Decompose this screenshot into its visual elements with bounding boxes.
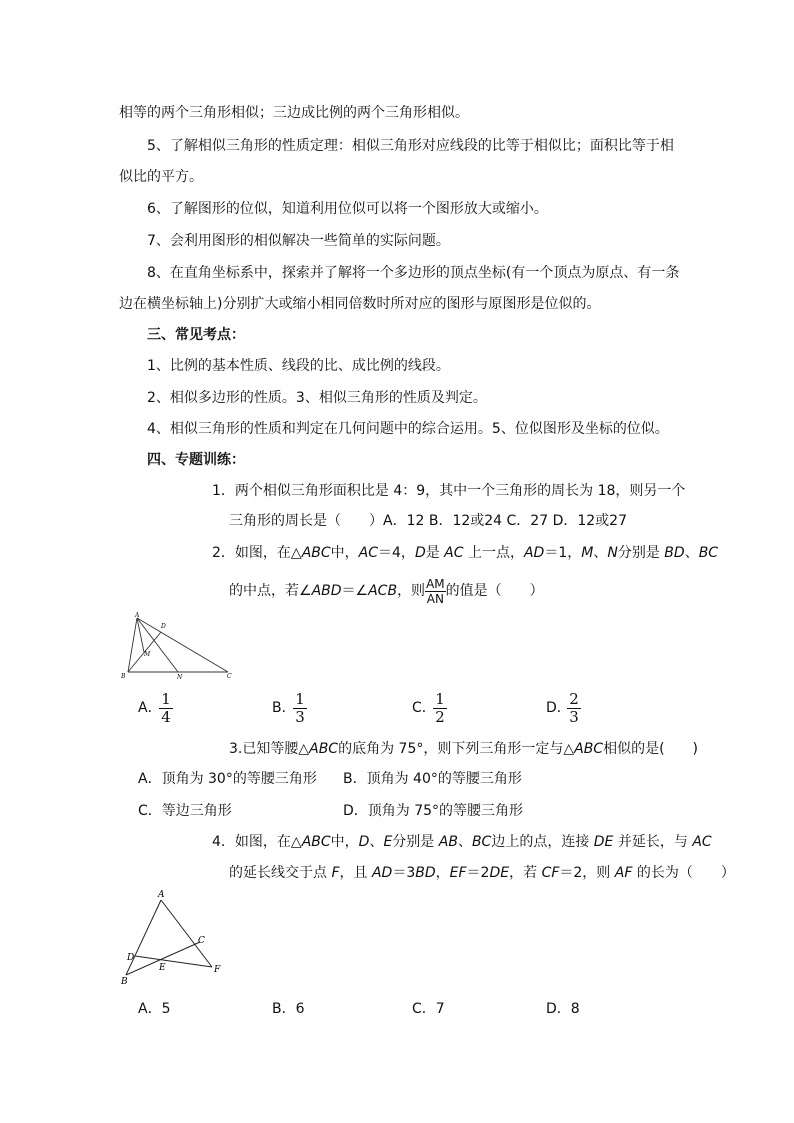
option-d: D．顶角为 75°的等腰三角形 [343,803,524,819]
question-4-line: 的延长线交于点 F，且 AD＝3BD，EF＝2DE，若 CF＝2，则 AF 的长为（ ） [229,865,735,881]
text-line: 1、比例的基本性质、线段的比、成比例的线段。 [147,358,450,374]
option-c: C．等边三角形 [138,803,232,819]
option-a: A． [138,700,162,716]
option-c: C． [412,700,436,716]
label-a: A [135,612,140,619]
label-b: B [121,977,128,987]
text-line: 4、相似三角形的性质和判定在几何问题中的综合运用。5、位似图形及坐标的位似。 [147,421,669,437]
question-1-line: 三角形的周长是（ ）A．12 B．12或24 C．27 D．12或27 [229,513,627,529]
label-a: A [158,890,165,900]
question-1-line: 1．两个相似三角形面积比是 4：9，其中一个三角形的周长为 18，则另一个 [212,483,686,499]
question-2-line: 的中点，若∠ABD＝∠ACB，则 $\frac{AM}{AN}$ 的值是（ ） [229,576,544,606]
option-d: D．8 [546,1001,580,1017]
option-b: B．顶角为 40°的等腰三角形 [343,771,522,787]
question-2-line: 2．如图，在△ABC中，AC＝4，D是 AC 上一点，AD＝1，M、N分别是 BD、BC [212,545,719,561]
label-e: E [159,963,166,973]
option-c: C．7 [412,1001,445,1017]
text-line: 似比的平方。 [119,169,203,185]
text-line: 2、相似多边形的性质。3、相似三角形的性质及判定。 [147,390,487,406]
triangle-figure-q4 [114,886,226,988]
label-n: N [177,674,183,681]
option-a: A．顶角为 30°的等腰三角形 [138,771,317,787]
option-c-fraction: $\frac{1}{2}$ [433,691,447,726]
option-a: A．5 [138,1001,171,1017]
triangle-figure-q2 [116,612,242,682]
label-d: D [161,623,166,630]
text-line: 相等的两个三角形相似；三边成比例的两个三角形相似。 [119,105,469,121]
option-b: B．6 [272,1001,305,1017]
text-line: 边在横坐标轴上)分别扩大或缩小相同倍数时所对应的图形与原图形是位似的。 [119,296,601,312]
question-4-line: 4．如图，在△ABC中，D、E分别是 AB、BC边上的点，连接 DE 并延长，与 AC [212,834,712,850]
label-b: B [121,673,126,680]
option-b-fraction: $\frac{1}{3}$ [293,691,307,726]
label-m: M [144,651,151,658]
label-d: D [127,953,135,963]
option-b: B． [272,700,296,716]
text-line: 7、会利用图形的相似解决一些简单的实际问题。 [147,233,450,249]
text-line: 8、在直角坐标系中，探索并了解将一个多边形的顶点坐标(有一个顶点为原点、有一条 [147,265,680,281]
text-line: 6、了解图形的位似，知道利用位似可以将一个图形放大或缩小。 [147,201,548,217]
option-d: D． [546,700,571,716]
section-heading: 四、专题训练： [147,452,245,468]
question-3-line: 3.已知等腰△ABC的底角为 75°，则下列三角形一定与△ABC相似的是( ) [229,741,699,757]
section-heading: 三、常见考点： [147,327,245,343]
option-d-fraction: $\frac{2}{3}$ [567,691,581,726]
option-a-fraction: $\frac{1}{4}$ [159,691,173,726]
label-f: F [214,965,221,975]
fraction-am-an: $\frac{AM}{AN}$ [426,576,445,606]
text-line: 5、了解相似三角形的性质定理：相似三角形对应线段的比等于相似比；面积比等于相 [147,138,674,154]
label-c: C [227,673,232,680]
label-c: C [198,936,205,946]
